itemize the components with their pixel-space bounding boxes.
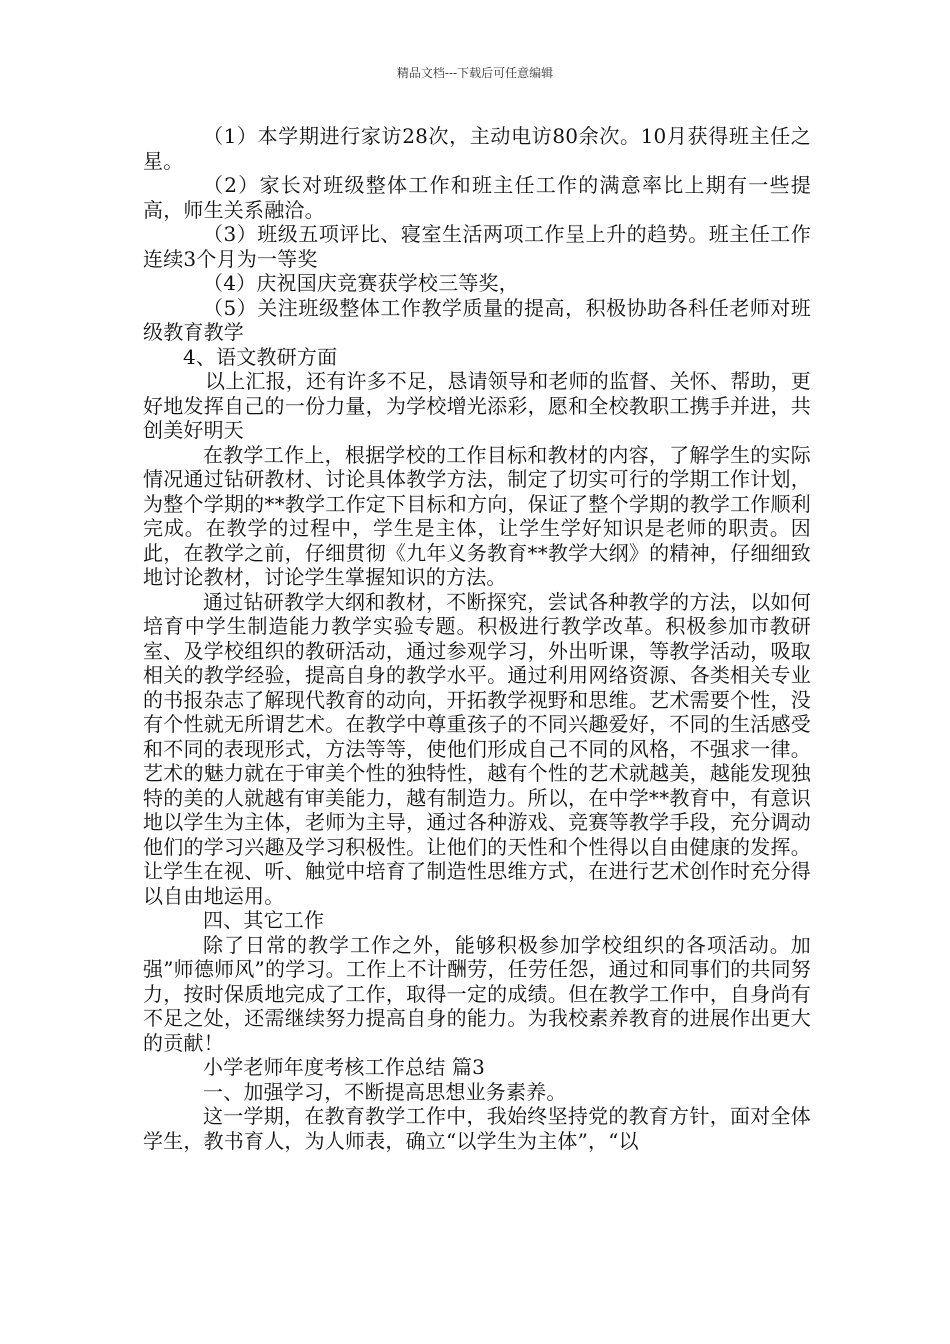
document-body [143,124,811,1153]
paragraph: 除了日常的教学工作之外，能够积极参加学校组织的各项活动。加强”师德师风”的学习。工作上不计酬劳，任劳任怨，通过和同事们的共同努力，按时保质地完成了工作，取得一定的成绩。但在教学工作中，自身尚有不足之处，还需继续努力提高自身的能力。为我校素养教育的进展作出更大的贡献！ [143,932,811,1055]
paragraph: （2）家长对班级整体工作和班主任工作的满意率比上期有一些提高，师生关系融洽。 [143,173,811,222]
page-header: 精品文档---下载后可任意编辑 [396,66,554,80]
paragraph: 通过钻研教学大纲和教材，不断探究，尝试各种教学的方法，以如何培育中学生制造能力教学实验专题。积极进行教学改革。积极参加市教研室、及学校组织的教研活动，通过参观学习，外出听课，等教学活动，吸取相关的教学经验，提高自身的教学水平。通过利用网络资源、各类相关专业的书报杂志了解现代教育的动向，开拓教学视野和思维。艺术需要个性，没有个性就无所谓艺术。在教学中尊重孩子的不同兴趣爱好，不同的生活感受和不同的表现形式，方法等等，使他们形成自己不同的风格，不强求一律。艺术的魅力就在于审美个性的独特性，越有个性的艺术就越美，越能发现独特的美的人就越有审美能力，越有制造力。所以，在中学**教育中，有意识地以学生为主体，老师为主导，通过各种游戏、竞赛等教学手段，充分调动他们的学习兴趣及学习积极性。让他们的天性和个性得以自由健康的发挥。让学生在视、听、触觉中培育了制造性思维方式，在进行艺术创作时充分得以自由地运用。 [143,589,811,908]
paragraph: （5）关注班级整体工作教学质量的提高，积极协助各科任老师对班级教育教学 [143,295,811,344]
paragraph: 这一学期，在教育教学工作中，我始终坚持党的教育方针，面对全体学生，教书育人，为人师表，确立“以学生为主体”，“以 [143,1104,811,1153]
section-heading: 一、加强学习，不断提高思想业务素养。 [203,1079,567,1104]
section-heading: 4、语文教研方面 [183,344,338,369]
paragraph: 以上汇报，还有许多不足，恳请领导和老师的监督、关怀、帮助，更好地发挥自己的一份力量，为学校增光添彩，愿和全校教职工携手并进，共创美好明天 [143,369,811,442]
paragraph: （3）班级五项评比、寝室生活两项工作呈上升的趋势。班主任工作连续3个月为一等奖 [143,222,811,271]
paragraph: （1）本学期进行家访28次，主动电访80余次。10月获得班主任之星。 [143,124,811,173]
section-heading: 四、其它工作 [203,908,325,932]
paragraph: （4）庆祝国庆竞赛获学校三等奖， [203,271,519,295]
document-title: 小学老师年度考核工作总结 篇3 [203,1055,486,1079]
paragraph: 在教学工作上，根据学校的工作目标和教材的内容，了解学生的实际情况通过钻研教材、讨论具体教学方法，制定了切实可行的学期工作计划，为整个学期的**教学工作定下目标和方向，保证了整个学期的教学工作顺利完成。在教学的过程中，学生是主体，让学生学好知识是老师的职责。因此，在教学之前，仔细贯彻《九年义务教育**教学大纲》的精神，仔细细致地讨论教材，讨论学生掌握知识的方法。 [143,442,811,589]
